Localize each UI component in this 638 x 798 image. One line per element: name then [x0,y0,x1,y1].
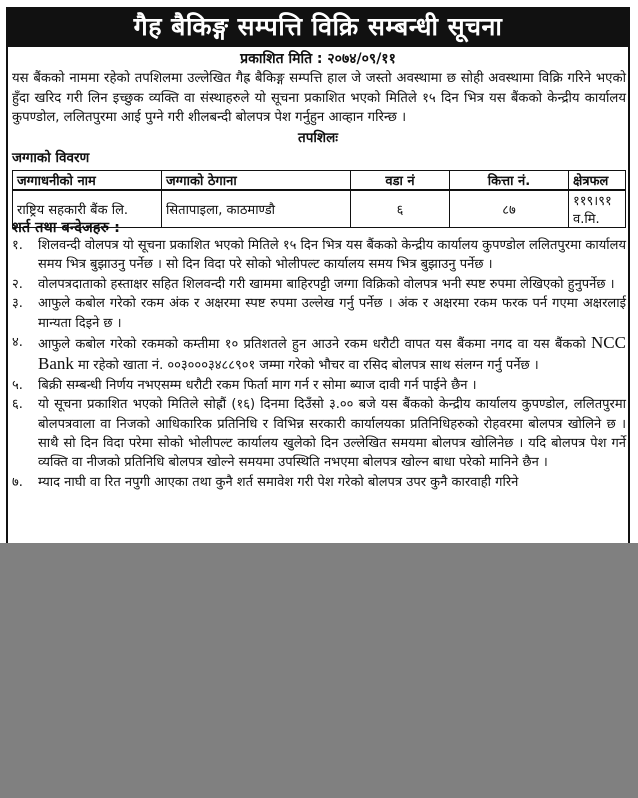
term-text: वोलपत्रदाताको हस्ताक्षर सहित शिलवन्दी गरी खाममा बाहिरपट्टी जग्गा विक्रिको वोलपत्र भनी स्पष्ट रुपमा लेखिएको हुनुपर्नेछ । [38,276,615,292]
term-text-before: आफुले कबोल गरेको रकमको कम्तीमा १० प्रतिशतले हुन आउने रकम धरौटी वापत यस बैंकमा नगद वा यस बैंकको [38,337,592,353]
term-number: ५. [12,377,23,393]
term-number: २. [12,276,23,292]
term-text: म्याद नाघी वा रित नपुगी आएका तथा कुनै शर्त समावेश गरी पेश गरेको बोलपत्र उपर कुनै कारवाही गरिने [38,474,519,490]
term-text: शिलवन्दी वोलपत्र यो सूचना प्रकाशित भएको मितिले १५ दिन भित्र यस बैंकको केन्द्रीय कार्यालय कुपण्डोल ललितपुरमा कार्यालय समय भित्र बुझाउनु पर्नेछ । सो दिन विदा परे सोको भोलीपल्ट कार्यालय समय भित्र बुझाउनु पर्नेछ । [38,238,626,273]
list-item [12,236,626,275]
cell-owner: राष्ट्रिय सहकारी बैंक लि. [13,190,162,228]
term-number: ६. [12,397,23,413]
col-address: जग्गाको ठेगाना [162,171,351,191]
gray-overlay [0,543,638,798]
term-text-after: मा रहेको खाता नं. ००३०००३४८८९०१ जम्मा गरेको भौचर वा रसिद बोलपत्र साथ संलग्न गर्नु पर्नेछ । [73,358,539,374]
term-number: ४. [12,335,23,351]
intro-paragraph: यस बैंकको नाममा रहेको तपशिलमा उल्लेखित गैह्र बैकिङ्ग सम्पत्ति हाल जे जस्तो अवस्थामा छ सोही अवस्थामा विक्रि गरिने भएको हुँदा खरिद गरी लिन इच्छुक व्यक्ति वा संस्थाहरुले यो सूचना प्रकाशित भएको मितिले १५ दिन भित्र यस बैंकको केन्द्रीय कार्यालय कुपण्डोल, ललितपुरमा आई पुग्ने गरी शीलबन्दी बोलपत्र पेश गर्नुहुन आव्हान गरिन्छ । [12,71,626,126]
col-owner: जग्गाधनीको नाम [13,171,162,191]
list-item [12,473,626,492]
term-text: बिक्री सम्बन्धी निर्णय नभएसम्म धरौटी रकम फिर्ता माग गर्न र सोमा ब्याज दावी गर्न पाईने छैन । [38,377,477,393]
bank-name: NCC Bank [38,333,626,374]
term-text [38,333,626,376]
publish-date: प्रकाशित मिति : २०७४/०९/११ [240,51,396,67]
notice-title: गैह बैकिङ्ग सम्पत्ति विक्रि सम्बन्धी सूचना [6,7,630,47]
col-area: क्षेत्रफल [569,171,626,191]
list-item [12,333,626,376]
terms-list [12,236,626,492]
cell-ward: ६ [351,190,450,228]
cell-address: सितापाइला, काठमाण्डौ [162,190,351,228]
term-text: यो सूचना प्रकाशित भएको मितिले सोह्रौं (१६) दिनमा दिउँसो ३.०० बजे यस बैंकको केन्द्रीय कार्यालय कुपण्डोल, ललितपुरमा बोलपत्रवाला वा निजको आधिकारिक प्रतिनिधि र विभिन्न सरकारी कार्यालयका प्रतिनिधिहरुको रोहवरमा बोलपत्र खोलिने छ । साथै सो दिन विदा परेमा सोको भोलीपल्ट कार्यालय खुलेको दिन उल्लेखित समयमा बोलपत्र खोलिनेछ । यदि बोलपत्र पेश गर्ने व्यक्ति वा नीजको प्रतिनिधि बोलपत्र खोल्ने समयमा उपस्थिति नभएमा बोलपत्र खोल्न बाधा परेको मानिने छैन । [38,397,626,471]
col-plot: कित्ता नं. [450,171,569,191]
list-item [12,275,626,294]
schedule-heading: तपशिलः [298,130,338,146]
cell-plot: ८७ [450,190,569,228]
term-number: ३. [12,296,23,312]
col-ward: वडा नं [351,171,450,191]
cell-area: ११९।९१ व.मि. [569,190,626,228]
table-header-row [13,171,626,191]
term-text: आफुले कबोल गरेको रकम अंक र अक्षरमा स्पष्ट रुपमा उल्लेख गर्नु पर्नेछ । अंक र अक्षरमा रकम फरक पर्न गएमा अक्षरलाई मान्यता दिइने छ । [38,296,626,331]
term-number: ७. [12,474,23,490]
list-item [12,294,626,333]
list-item [12,395,626,473]
terms-heading: शर्त तथा बन्देजहरु : [12,220,120,236]
term-number: १. [12,238,23,253]
land-details-heading: जग्गाको विवरण [12,150,90,166]
list-item [12,376,626,395]
